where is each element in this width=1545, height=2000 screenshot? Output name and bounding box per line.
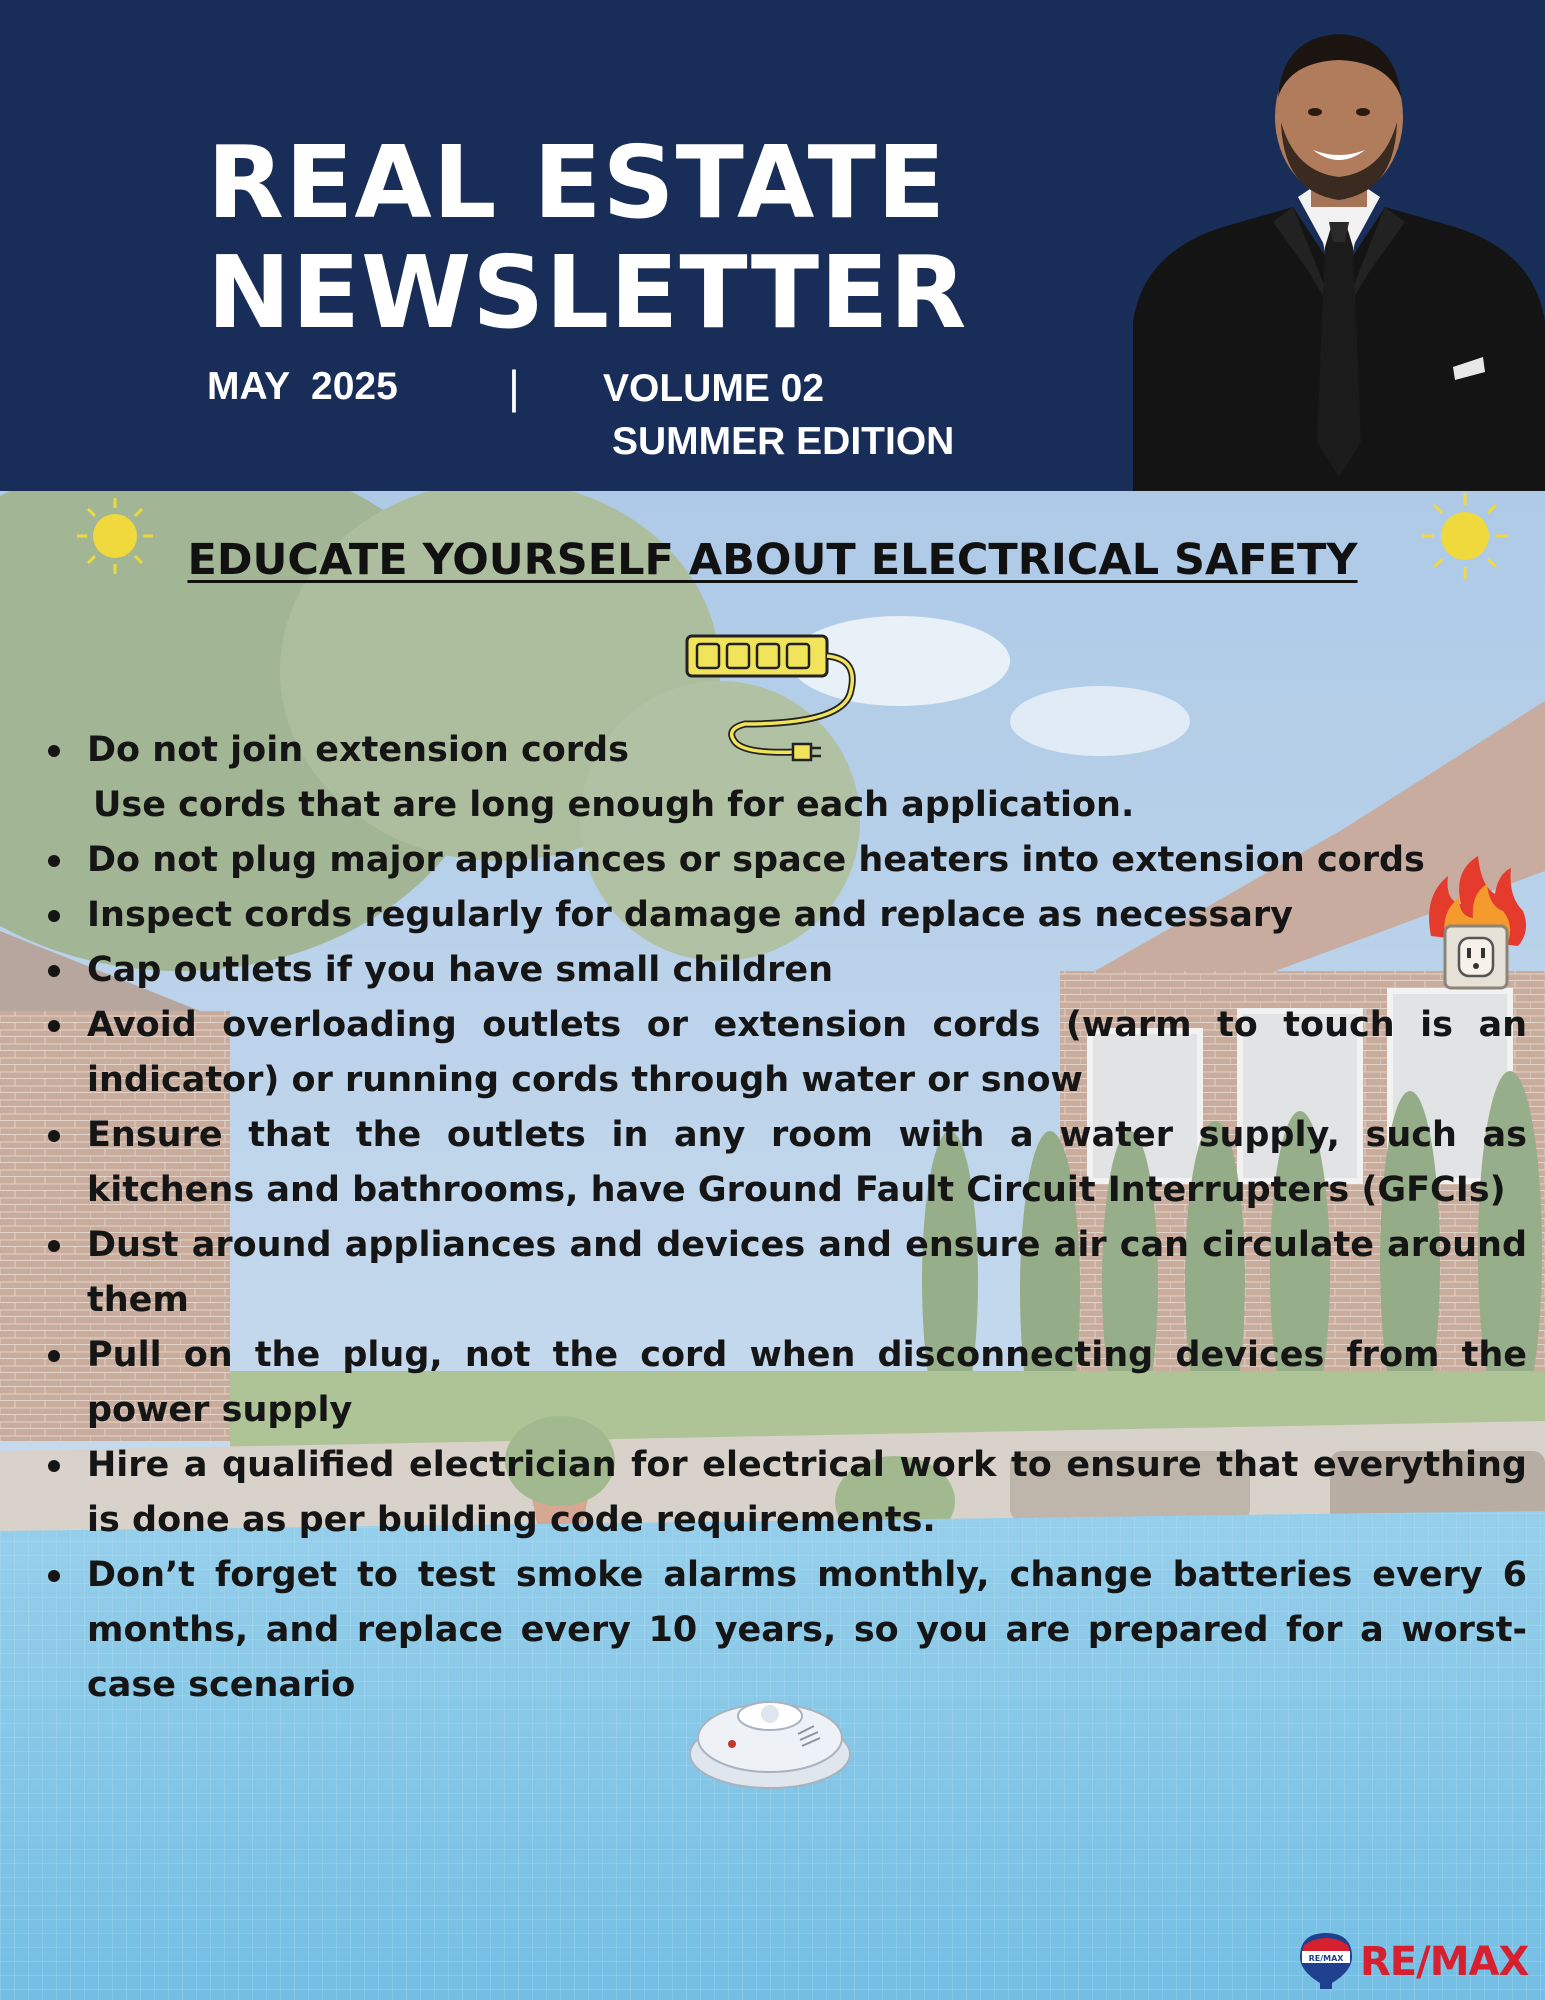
agent-portrait bbox=[1133, 22, 1545, 491]
list-item: Don’t forget to test smoke alarms monthly, change batteries every 6 months, and replace every 10 years, so you are prepared for a worst-case scenario bbox=[40, 1548, 1527, 1713]
issue-edition: SUMMER EDITION bbox=[612, 420, 955, 463]
list-item: Inspect cords regularly for damage and replace as necessary bbox=[40, 888, 1527, 943]
smoke-alarm-icon bbox=[688, 1676, 853, 1791]
issue-volume: VOLUME 02 bbox=[603, 367, 825, 410]
balloon-text: RE/MAX bbox=[1308, 1954, 1344, 1963]
list-item: Do not plug major appliances or space heaters into extension cords bbox=[40, 833, 1527, 888]
list-item: Cap outlets if you have small children bbox=[40, 943, 1527, 998]
header-banner bbox=[0, 0, 1545, 491]
section-title: EDUCATE YOURSELF ABOUT ELECTRICAL SAFETY bbox=[187, 535, 1358, 585]
title-line-1: REAL ESTATE bbox=[207, 124, 947, 241]
title-line-2: NEWSLETTER bbox=[207, 234, 968, 351]
newsletter-title bbox=[207, 124, 968, 351]
meta-separator: | bbox=[508, 361, 520, 413]
list-item: Do not join extension cords bbox=[40, 723, 1527, 778]
balloon-icon bbox=[1298, 1931, 1354, 1991]
content-area bbox=[0, 491, 1545, 2000]
list-item: Pull on the plug, not the cord when disconnecting devices from the power supply bbox=[40, 1328, 1527, 1438]
remax-logo bbox=[1298, 1931, 1545, 1991]
outlet-fire-icon bbox=[1423, 856, 1528, 991]
list-item: Avoid overloading outlets or extension cords (warm to touch is an indicator) or running cords through water or snow bbox=[40, 998, 1527, 1108]
list-item: Ensure that the outlets in any room with a water supply, such as kitchens and bathrooms, have Ground Fault Circuit Interrupters (GFCIs) bbox=[40, 1108, 1527, 1218]
list-item: Dust around appliances and devices and ensure air can circulate around them bbox=[40, 1218, 1527, 1328]
safety-tips-list bbox=[40, 723, 1527, 1713]
list-item-subline: Use cords that are long enough for each application. bbox=[93, 785, 1135, 825]
issue-date: MAY 2025 bbox=[207, 365, 398, 408]
list-item: Hire a qualified electrician for electrical work to ensure that everything is done as per building code requirements. bbox=[40, 1438, 1527, 1548]
remax-wordmark: RE/MAX bbox=[1360, 1939, 1529, 1985]
